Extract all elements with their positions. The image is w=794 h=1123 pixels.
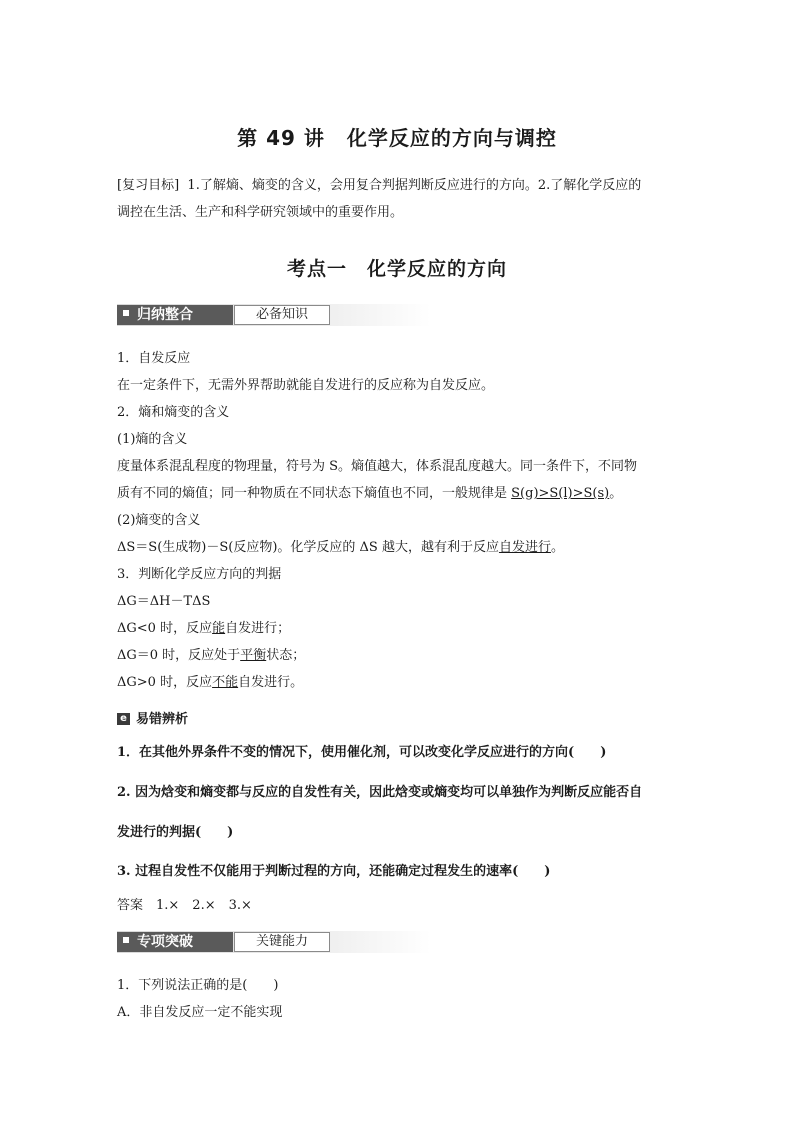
content-line-4: (1)熵的含义 (117, 432, 188, 447)
lecture-title (0, 122, 794, 151)
lecture-topic: 化学反应的方向与调控 (346, 126, 557, 150)
content-line-13: ΔG>0 时，反应不能自发进行。 (117, 675, 304, 690)
objective-text-1: 1.了解熵、熵变的含义，会用复合判据判断反应进行的方向。2.了解化学反应的 (187, 178, 642, 193)
key-term-equilibrium: 平衡 (240, 648, 267, 663)
practice-banner (117, 931, 431, 953)
error-analysis-icon: e (117, 713, 130, 725)
content-line-12: ΔG＝0 时，反应处于平衡状态； (117, 648, 306, 663)
banner-label-dark: 专项突破 (117, 932, 233, 952)
lecture-number: 第 49 讲 (237, 126, 325, 150)
practice-question-1: 1．下列说法正确的是( ) (117, 978, 279, 993)
banner-label-dark: 归纳整合 (117, 305, 233, 325)
content-line-10: ΔG＝ΔH－TΔS (117, 594, 211, 609)
objective-label: [复习目标] (117, 178, 180, 193)
content-line-2: 在一定条件下，无需外界帮助就能自发进行的反应称为自发反应。 (117, 378, 495, 393)
content-line-3: 2．熵和熵变的含义 (117, 405, 230, 420)
square-bullet-icon (123, 937, 129, 943)
banner-label-light: 必备知识 (234, 305, 330, 325)
content-line-11: ΔG<0 时，反应能自发进行； (117, 621, 291, 636)
key-term-can: 能 (212, 621, 226, 636)
key-term-cannot: 不能 (212, 675, 239, 690)
content-line-8: ΔS＝S(生成物)－S(反应物)。化学反应的 ΔS 越大，越有利于反应自发进行。 (117, 540, 564, 555)
content-line-5: 度量体系混乱程度的物理量，符号为 S。熵值越大，体系混乱度越大。同一条件下，不同物 (117, 459, 638, 474)
square-bullet-icon (123, 310, 129, 316)
review-objectives (117, 172, 682, 226)
answer-line: 答案 1.× 2.× 3.× (117, 898, 252, 913)
summary-banner (117, 304, 431, 326)
judgement-question-1: 1．在其他外界条件不变的情况下，使用催化剂，可以改变化学反应进行的方向( ) (117, 745, 607, 760)
easy-error-label: 易错辨析 (136, 712, 189, 727)
content-line-7: (2)熵变的含义 (117, 513, 201, 528)
judgement-question-2b: 发进行的判据( ) (117, 825, 234, 840)
key-term-spontaneous: 自发进行 (498, 540, 551, 555)
entropy-rule: S(g)>S(l)>S(s) (511, 486, 610, 501)
easy-error-heading (117, 708, 188, 727)
section-title (0, 254, 794, 281)
section-number: 考点一 (286, 258, 347, 280)
banner-label-light: 关键能力 (234, 932, 330, 952)
content-line-6: 质有不同的熵值；同一种物质在不同状态下熵值也不同，一般规律是 S(g)>S(l)>S(s)。 (117, 486, 623, 501)
section-topic: 化学反应的方向 (367, 258, 508, 280)
judgement-question-2a: 2. 因为焓变和熵变都与反应的自发性有关，因此焓变或熵变均可以单独作为判断反应能否自 (117, 785, 643, 800)
judgement-question-3: 3. 过程自发性不仅能用于判断过程的方向，还能确定过程发生的速率( ) (117, 864, 551, 879)
content-line-1: 1．自发反应 (117, 351, 191, 366)
practice-option-a: A．非自发反应一定不能实现 (117, 1005, 283, 1020)
objective-text-2: 调控在生活、生产和科学研究领域中的重要作用。 (117, 205, 404, 220)
content-line-9: 3．判断化学反应方向的判据 (117, 567, 282, 582)
